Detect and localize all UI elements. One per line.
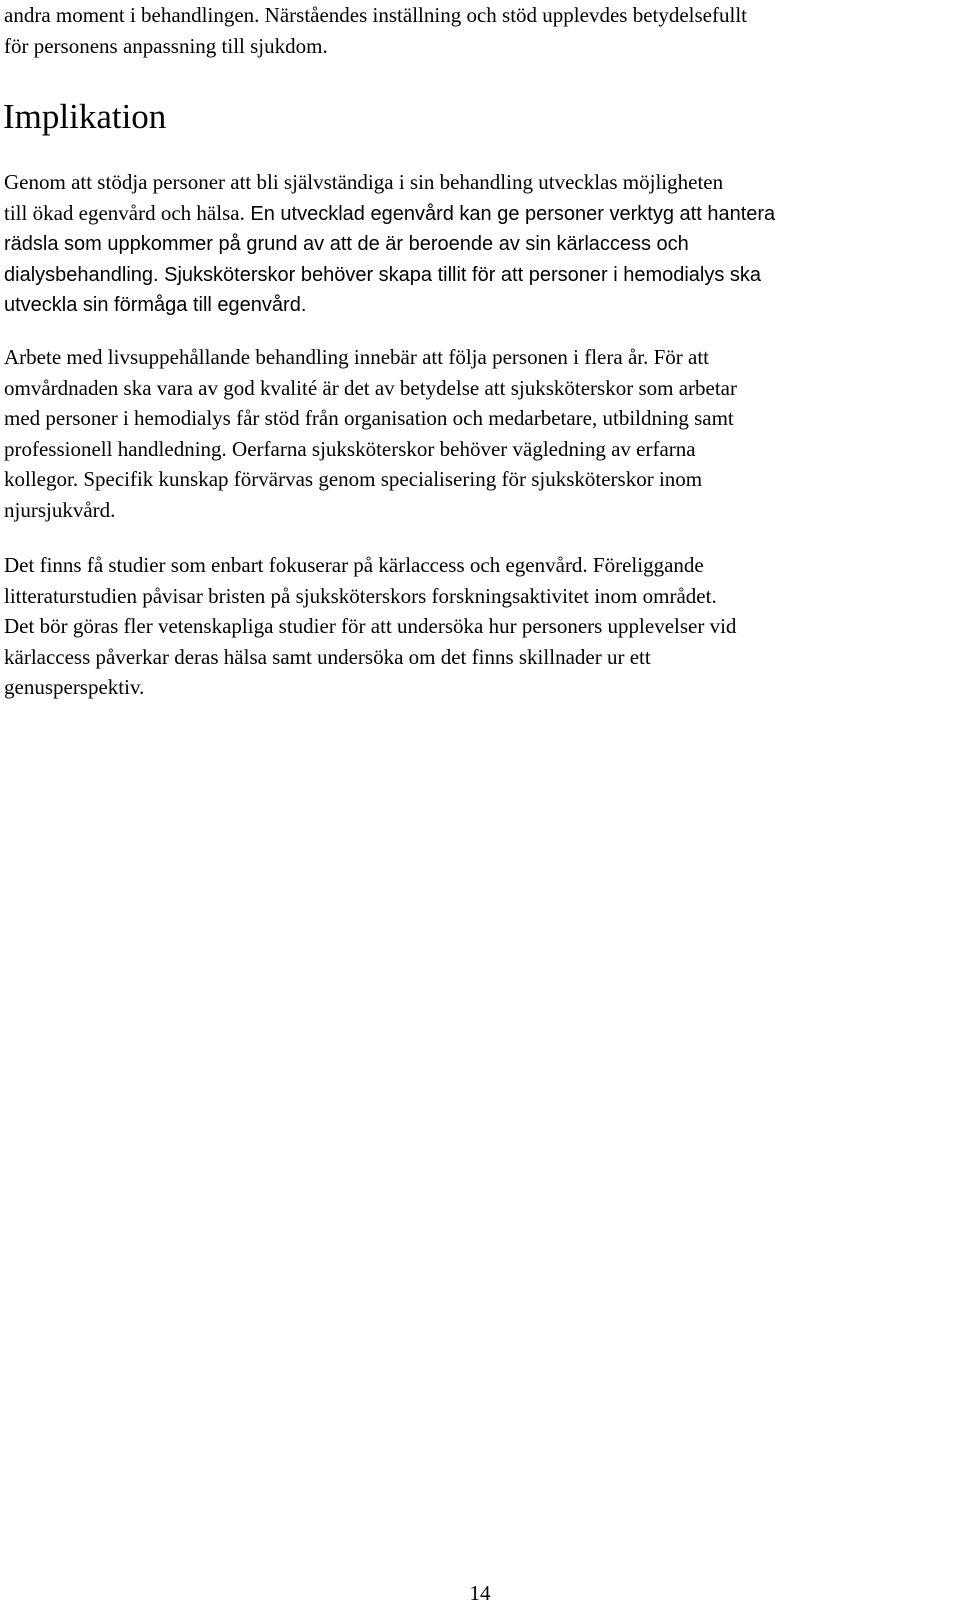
- paragraph-1-line-2-serif: till ökad egenvård och hälsa.: [4, 200, 245, 225]
- paragraph-1-line-4: dialysbehandling. Sjuksköterskor behöver skapa tillit för att personer i hemodialys ska: [4, 263, 762, 286]
- paragraph-3: [4, 550, 954, 703]
- paragraph-3-line-3: Det bör göras fler vetenskapliga studier för att undersöka hur personers upplevelser vid: [4, 614, 737, 639]
- paragraph-2-line-6: njursjukvård.: [4, 497, 116, 522]
- paragraph-1-line-2: [4, 198, 954, 230]
- section-heading: Implikation: [3, 97, 167, 136]
- paragraph-2-line-3: med personer i hemodialys får stöd från organisation och medarbetare, utbildning samt: [4, 406, 734, 431]
- paragraph-3-line-2: litteraturstudien påvisar bristen på sjuksköterskors forskningsaktivitet inom området.: [4, 583, 717, 608]
- intro-line-1: andra moment i behandlingen. Närståendes inställning och stöd upplevdes betydelsefullt: [4, 3, 747, 27]
- paragraph-1-line-1: Genom att stödja personer att bli självständiga i sin behandling utvecklas möjligheten: [4, 170, 724, 194]
- paragraph-3-line-5: genusperspektiv.: [4, 675, 145, 700]
- page-number: 14: [469, 1581, 491, 1605]
- intro-line-2: för personens anpassning till sjukdom.: [4, 33, 328, 58]
- paragraph-2-line-4: professionell handledning. Oerfarna sjuksköterskor behöver vägledning av erfarna: [4, 436, 696, 461]
- paragraph-2: [4, 342, 954, 526]
- paragraph-1-line-3: rädsla som uppkommer på grund av att de är beroende av sin kärlaccess och: [4, 233, 689, 256]
- paragraph-2-line-1: Arbete med livsuppehållande behandling innebär att följa personen i flera år. För att: [4, 345, 710, 369]
- paragraph-1: [4, 167, 954, 321]
- intro-paragraph: [4, 0, 954, 61]
- paragraph-1-line-5: utveckla sin förmåga till egenvård.: [4, 294, 307, 317]
- paragraph-1-line-2-sans: En utvecklad egenvård kan ge personer verktyg att hantera: [244, 202, 776, 225]
- paragraph-3-line-4: kärlaccess påverkar deras hälsa samt undersöka om det finns skillnader ur ett: [4, 644, 651, 669]
- paragraph-3-line-1: Det finns få studier som enbart fokuserar på kärlaccess och egenvård. Föreliggande: [4, 553, 704, 577]
- paragraph-2-line-5: kollegor. Specifik kunskap förvärvas genom specialisering för sjuksköterskor inom: [4, 467, 703, 492]
- paragraph-2-line-2: omvårdnaden ska vara av god kvalité är det av betydelse att sjuksköterskor som arbetar: [4, 375, 738, 400]
